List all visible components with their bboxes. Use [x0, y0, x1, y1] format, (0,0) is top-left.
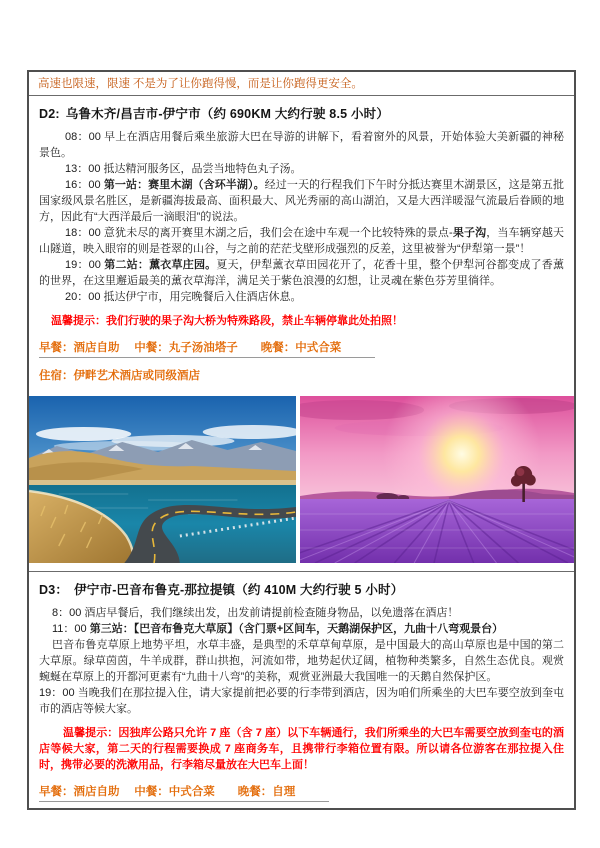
lavender-field-sunset-photo	[300, 396, 574, 563]
d2-schedule-1800: 18：00 意犹未尽的离开赛里木湖之后，我们会在途中车观一个比较特殊的景点-果子沟，当车辆穿越天山隧道，映入眼帘的则是苍翠的山谷，与之前的茫茫戈壁形成强烈的反差，这里被誉为“伊犁第一景”！	[39, 227, 565, 255]
d2-lodging-line: 住宿：伊畔艺术酒店或同级酒店	[39, 370, 200, 382]
itinerary-table	[27, 70, 576, 810]
day-d2-section	[29, 96, 574, 571]
d3-schedule-1100: 11：00 第三站：【巴音布鲁克大草原】（含门票+区间车，天鹅湖保护区，九曲十八弯观景台）	[52, 623, 504, 635]
safety-banner	[29, 72, 574, 96]
d2-meals-line	[29, 339, 574, 358]
sayram-lake-road-photo	[29, 396, 296, 563]
d2-heading	[29, 104, 574, 122]
d2-day-label: D2:	[39, 107, 60, 121]
d2-schedule-1900: 19：00 第二站：薰衣草庄园。夏天，伊犁薰衣草田园花开了，花香十里，整个伊犁河谷都变成了香薰的世界，在这里邂逅最美的薰衣草海洋，满足关于紫色浪漫的幻想，让灵魂在紫色芬芳里徜徉。	[39, 259, 564, 287]
d3-schedule	[29, 605, 574, 717]
d3-schedule-0800: 8：00 酒店早餐后，我们继续出发，出发前请提前检查随身物品，以免遗落在酒店！	[52, 607, 459, 619]
lavender-field-illustration	[300, 396, 574, 563]
d3-day-label: D3：	[39, 583, 69, 597]
safety-banner-text: 高速也限速，限速 不是为了让你跑得慢，而是让你跑得更安全。	[38, 78, 363, 90]
d2-route: 乌鲁木齐/昌吉市-伊宁市（约 690KM 大约行驶 8.5 小时）	[65, 107, 390, 121]
d2-meals-text: 早餐：酒店自助 中餐：丸子汤油塔子 晚餐：中式合菜	[39, 339, 375, 358]
d3-heading	[29, 580, 574, 598]
d3-meals-line	[29, 783, 574, 802]
d2-schedule	[29, 129, 574, 305]
d3-schedule-1900: 19：00 当晚我们在那拉提入住，请大家提前把必要的行李带到酒店，因为咱们所乘坐的大巴车要空放到奎屯市的酒店等候大家。	[39, 687, 564, 715]
d3-route: 伊宁市-巴音布鲁克-那拉提镇（约 410M 大约行驶 5 小时）	[74, 583, 404, 597]
day-d3-section	[29, 571, 574, 808]
d2-photos	[29, 396, 574, 563]
d2-schedule-1600: 16：00 第一站：赛里木湖（含环半湖）。经过一天的行程我们下午时分抵达赛里木湖景区，这是第五批国家级风景名胜区，是新疆海拔最高、面积最大、风光秀丽的高山湖泊，又是大西洋暖湿气流最后眷顾的地方，因此有“大西洋最后一滴眼泪”的说法。	[39, 179, 565, 223]
d2-warm-tip: 温馨提示：我们行驶的果子沟大桥为特殊路段，禁止车辆停靠此处拍照！	[51, 315, 403, 327]
d2-schedule-1300: 13：00 抵达精河服务区，品尝当地特色丸子汤。	[65, 163, 302, 175]
d2-schedule-2000: 20：00 抵达伊宁市，用完晚餐后入住酒店休息。	[65, 291, 302, 303]
d3-warm-tip: 温馨提示：因独库公路只允许 7 座（含 7 座）以下车辆通行，我们所乘坐的大巴车需要空放到奎屯的酒店等候大家，第二天的行程需要换成 7 座商务车，且携带行李箱位置有限。所以请各位游客在那拉提入住时，携带必要的洗漱用品，行李箱尽量放在大巴车上面！	[39, 727, 564, 771]
sayram-lake-road-illustration	[29, 396, 296, 563]
d3-meals-text: 早餐：酒店自助 中餐：中式合菜 晚餐：自理	[39, 783, 329, 802]
d2-schedule-0800: 08：00 早上在酒店用餐后乘坐旅游大巴在导游的讲解下，看着窗外的风景，开始体验大美新疆的神秘景色。	[39, 131, 564, 159]
d3-grassland-description: 巴音布鲁克草原上地势平坦，水草丰盛，是典型的禾草草甸草原，是中国最大的高山草原也是中国的第二大草原。绿草茵茵，牛羊成群，群山拱抱，河流如带，地势起伏辽阔，植物种类繁多，自然生态优良。观赏蜿蜒在草原上的开都河更素有“九曲十八弯”的美称，观赏亚洲最大我国唯一的天鹅自然保护区。	[39, 639, 564, 683]
